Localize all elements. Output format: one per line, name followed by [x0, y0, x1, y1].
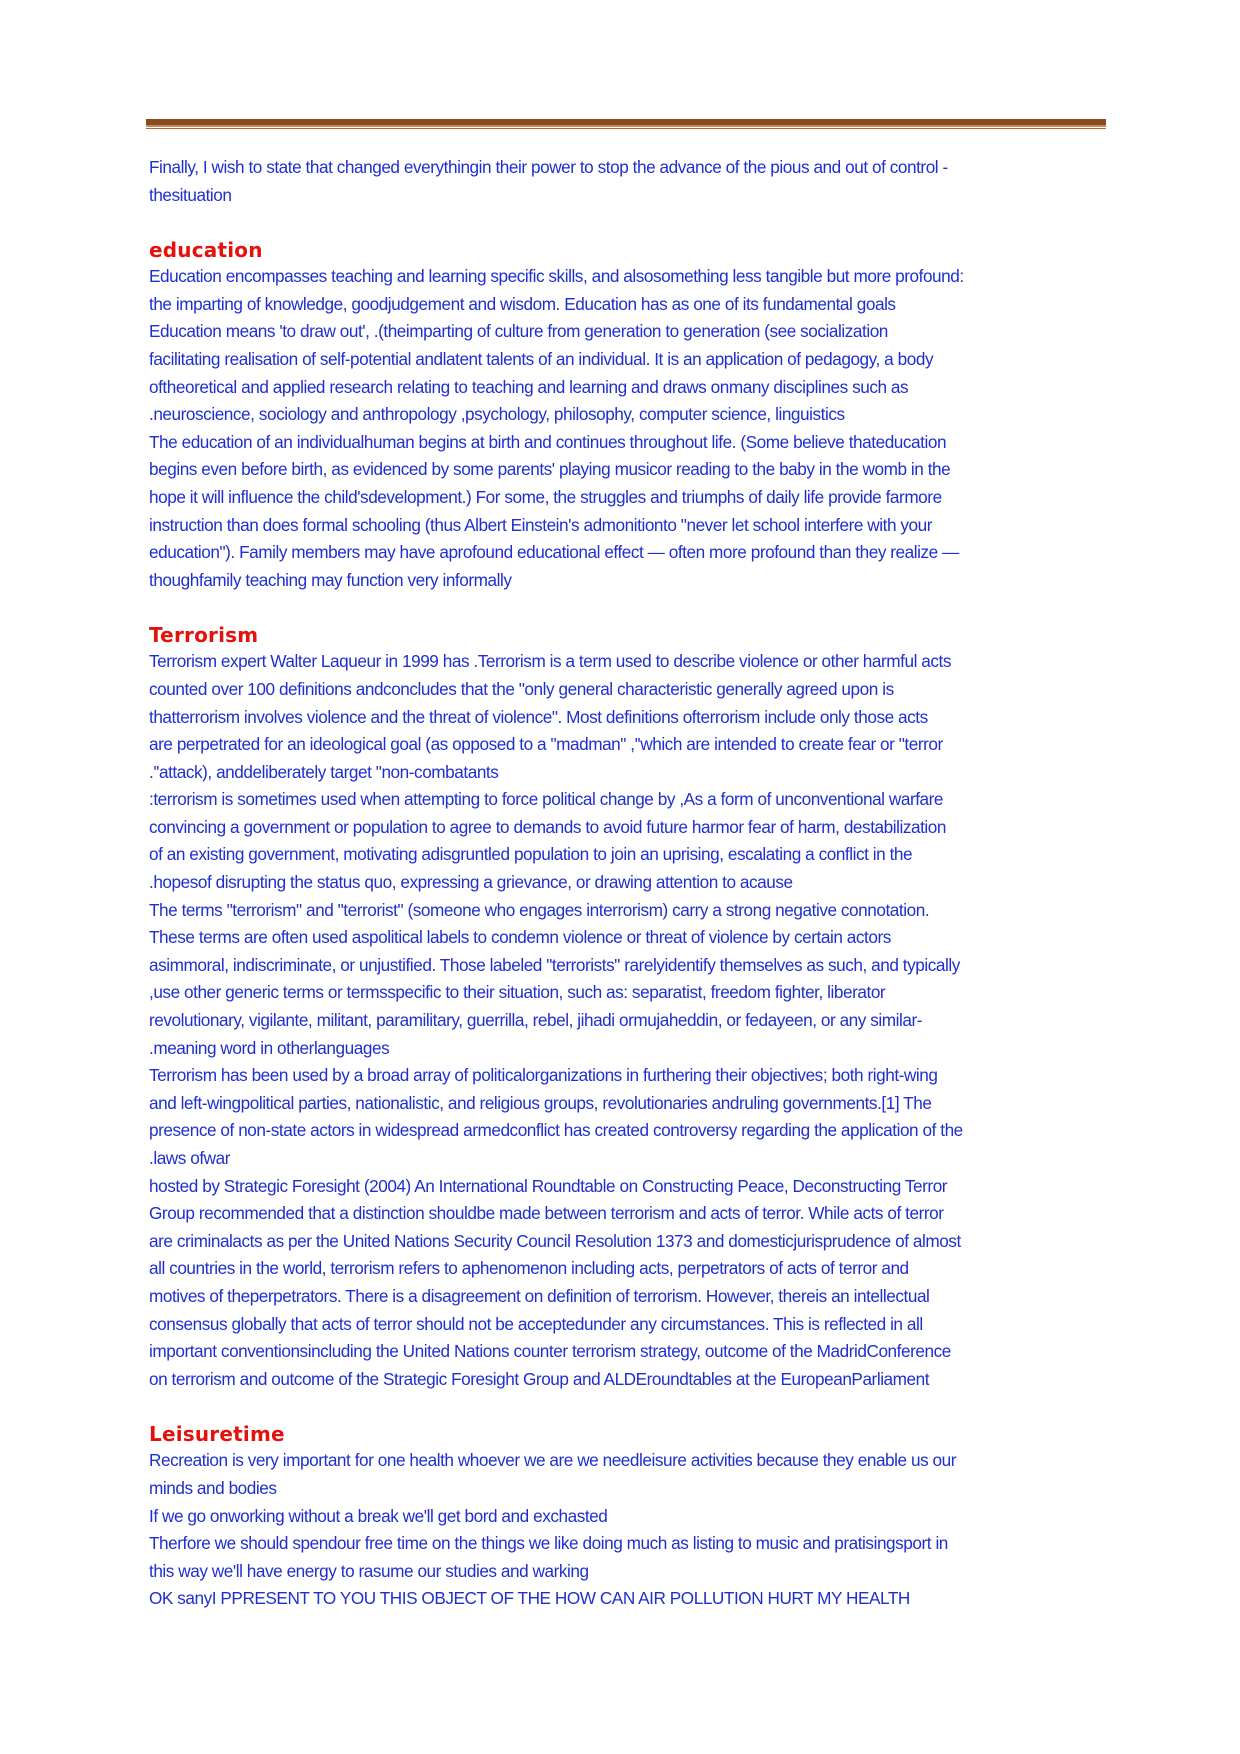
- text-line: :terrorism is sometimes used when attempting to force political change by ,As a form of unconventional warfare: [149, 789, 944, 810]
- text-line: revolutionary, vigilante, militant, paramilitary, guerrilla, rebel, jihadi ormujaheddin, or fedayeen, or any similar-: [149, 1010, 923, 1031]
- text-line: instruction than does formal schooling (thus Albert Einstein's admonitionto "never let school interfere with your: [149, 514, 933, 535]
- text-line: counted over 100 definitions andconcludes that the "only general characteristic generally agreed upon is: [149, 678, 894, 699]
- text-line: Finally, I wish to state that changed everythingin their power to stop the advance of the pious and out of control -: [149, 157, 948, 177]
- section-leisuretime: [149, 1421, 1097, 1613]
- text-line: on terrorism and outcome of the Strategic Foresight Group and ALDEroundtables at the EuropeanParliament: [149, 1368, 930, 1389]
- section-gap: [149, 1393, 1097, 1421]
- text-line: and left-wingpolitical parties, nationalistic, and religious groups, revolutionaries andruling governments.[1] The: [149, 1092, 932, 1113]
- text-line: Recreation is very important for one health whoever we are we needleisure activities because they enable us our: [149, 1450, 957, 1471]
- text-line: convincing a government or population to agree to demands to avoid future harmor fear of harm, destabilization: [149, 816, 947, 837]
- text-line: presence of non-state actors in widespread armedconflict has created controversy regarding the application of the: [149, 1120, 963, 1141]
- text-line: of an existing government, motivating adisgruntled population to join an uprising, escalating a conflict in the: [149, 844, 913, 865]
- text-line: If we go onworking without a break we'll get bord and exchasted: [149, 1505, 608, 1526]
- text-line: the imparting of knowledge, goodjudgement and wisdom. Education has as one of its fundamental goals: [149, 293, 896, 314]
- text-line: facilitating realisation of self-potential andlatent talents of an individual. It is an application of pedagogy, a body: [149, 348, 934, 369]
- text-line: OK sanyI PPRESENT TO YOU THIS OBJECT OF THE HOW CAN AIR POLLUTION HURT MY HEALTH: [149, 1588, 910, 1609]
- text-line: begins even before birth, as evidenced by some parents' playing musicor reading to the baby in the womb in the: [149, 459, 951, 480]
- text-line: .neuroscience, sociology and anthropology ,psychology, philosophy, computer science, linguistics: [149, 404, 845, 425]
- intro-text: [149, 154, 1097, 209]
- section-text-education: [149, 263, 1097, 594]
- section-text-terrorism: [149, 648, 1097, 1393]
- text-line: The education of an individualhuman begins at birth and continues throughout life. (Some believe thateducation: [149, 431, 947, 452]
- text-line: Terrorism has been used by a broad array of politicalorganizations in furthering their objectives; both right-wing: [149, 1065, 938, 1086]
- text-line: this way we'll have energy to rasume our studies and warking: [149, 1560, 589, 1581]
- section-heading-leisuretime: Leisuretime: [149, 1422, 285, 1447]
- section-heading-education: education: [149, 238, 263, 263]
- text-line: asimmoral, indiscriminate, or unjustified. Those labeled "terrorists" rarelyidentify themselves as such, and typically: [149, 954, 960, 975]
- header-rule-accent: [146, 128, 1106, 129]
- text-line: Education encompasses teaching and learning specific skills, and alsosomething less tangible but more profound:: [149, 266, 964, 287]
- text-line: ,use other generic terms or termsspecific to their situation, such as: separatist, freedom fighter, liberator: [149, 982, 886, 1003]
- text-line: hosted by Strategic Foresight (2004) An International Roundtable on Constructing Peace, Deconstructing Terror: [149, 1175, 948, 1196]
- text-line: thesituation: [149, 184, 232, 205]
- section-terrorism: [149, 622, 1097, 1393]
- section-gap: [149, 209, 1097, 237]
- text-line: Terrorism expert Walter Laqueur in 1999 has .Terrorism is a term used to describe violence or other harmful acts: [149, 651, 952, 672]
- text-line: .meaning word in otherlanguages: [149, 1037, 390, 1058]
- text-line: .hopesof disrupting the status quo, expressing a grievance, or drawing attention to acause: [149, 872, 793, 893]
- text-line: are criminalacts as per the United Nations Security Council Resolution 1373 and domesticjurisprudence of almost: [149, 1230, 961, 1251]
- document-body: [149, 154, 1097, 1613]
- section-gap: [149, 594, 1097, 622]
- text-line: consensus globally that acts of terror should not be acceptedunder any circumstances. This is reflected in all: [149, 1313, 923, 1334]
- section-education: [149, 237, 1097, 594]
- header-rule: [146, 119, 1106, 127]
- section-heading-terrorism: Terrorism: [149, 623, 259, 648]
- text-line: Education means 'to draw out', .(theimparting of culture from generation to generation (see socialization: [149, 321, 888, 342]
- text-line: are perpetrated for an ideological goal (as opposed to a "madman" ,''which are intended to create fear or "terror: [149, 734, 943, 755]
- text-line: all countries in the world, terrorism refers to aphenomenon including acts, perpetrators of acts of terror and: [149, 1258, 909, 1279]
- text-line: oftheoretical and applied research relating to teaching and learning and draws onmany disciplines such as: [149, 376, 909, 397]
- text-line: These terms are often used aspolitical labels to condemn violence or threat of violence by certain actors: [149, 927, 891, 948]
- text-line: .''attack), anddeliberately target "non-combatants: [149, 761, 499, 782]
- text-line: education"). Family members may have aprofound educational effect — often more profound than they realize —: [149, 542, 959, 563]
- section-text-leisuretime: [149, 1447, 1097, 1613]
- text-line: Therfore we should spendour free time on the things we like doing much as listing to music and pratisingsport in: [149, 1533, 948, 1554]
- text-line: important conventionsincluding the United Nations counter terrorism strategy, outcome of the MadridConference: [149, 1341, 951, 1362]
- text-line: The terms "terrorism" and "terrorist" (someone who engages interrorism) carry a strong negative connotation.: [149, 899, 930, 920]
- text-line: motives of theperpetrators. There is a disagreement on definition of terrorism. However, thereis an intellectual: [149, 1285, 930, 1306]
- text-line: .laws ofwar: [149, 1148, 231, 1168]
- text-line: thoughfamily teaching may function very informally: [149, 569, 512, 590]
- text-line: thatterrorism involves violence and the threat of violence". Most definitions ofterrorism include only those acts: [149, 706, 928, 727]
- text-line: minds and bodies: [149, 1477, 277, 1498]
- intro-paragraph: [149, 154, 1097, 209]
- text-line: hope it will influence the child'sdevelopment.) For some, the struggles and triumphs of daily life provide farmore: [149, 486, 942, 507]
- text-line: Group recommended that a distinction shouldbe made between terrorism and acts of terror. While acts of terror: [149, 1203, 944, 1224]
